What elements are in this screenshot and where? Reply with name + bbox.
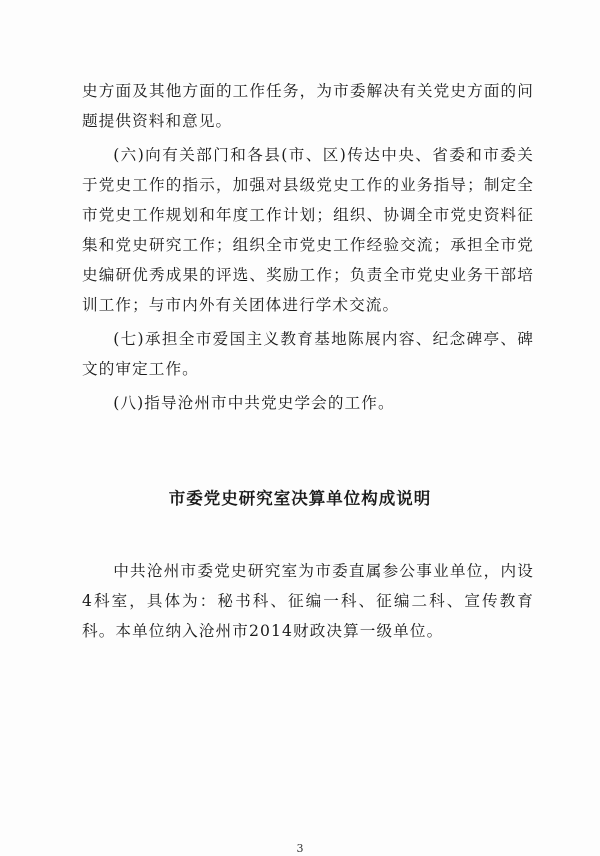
page-number: 3 <box>296 842 304 855</box>
section-title: 市委党史研究室决算单位构成说明 <box>168 489 432 508</box>
document-body-bottom <box>82 556 534 650</box>
paragraph-item-7: (七)承担全市爱国主义教育基地陈展内容、纪念碑亭、碑文的审定工作。 <box>82 330 534 378</box>
document-body-top <box>82 76 534 422</box>
paragraph-continued: 史方面及其他方面的工作任务，为市委解决有关党史方面的问题提供资料和意见。 <box>82 82 534 130</box>
paragraph-unit-structure: 中共沧州市委党史研究室为市委直属参公事业单位，内设4科室，具体为：秘书科、征编一科、征编二科、宣传教育科。本单位纳入沧州市2014财政决算一级单位。 <box>82 562 534 640</box>
paragraph-item-6: (六)向有关部门和各县(市、区)传达中央、省委和市委关于党史工作的指示，加强对县级党史工作的业务指导；制定全市党史工作规划和年度工作计划；组织、协调全市党史资料征集和党史研究工作；组织全市党史工作经验交流；承担全市党史编研优秀成果的评选、奖励工作；负责全市党史业务干部培训工作；与市内外有关团体进行学术交流。 <box>82 146 534 314</box>
paragraph-item-8: (八)指导沧州市中共党史学会的工作。 <box>113 394 395 412</box>
